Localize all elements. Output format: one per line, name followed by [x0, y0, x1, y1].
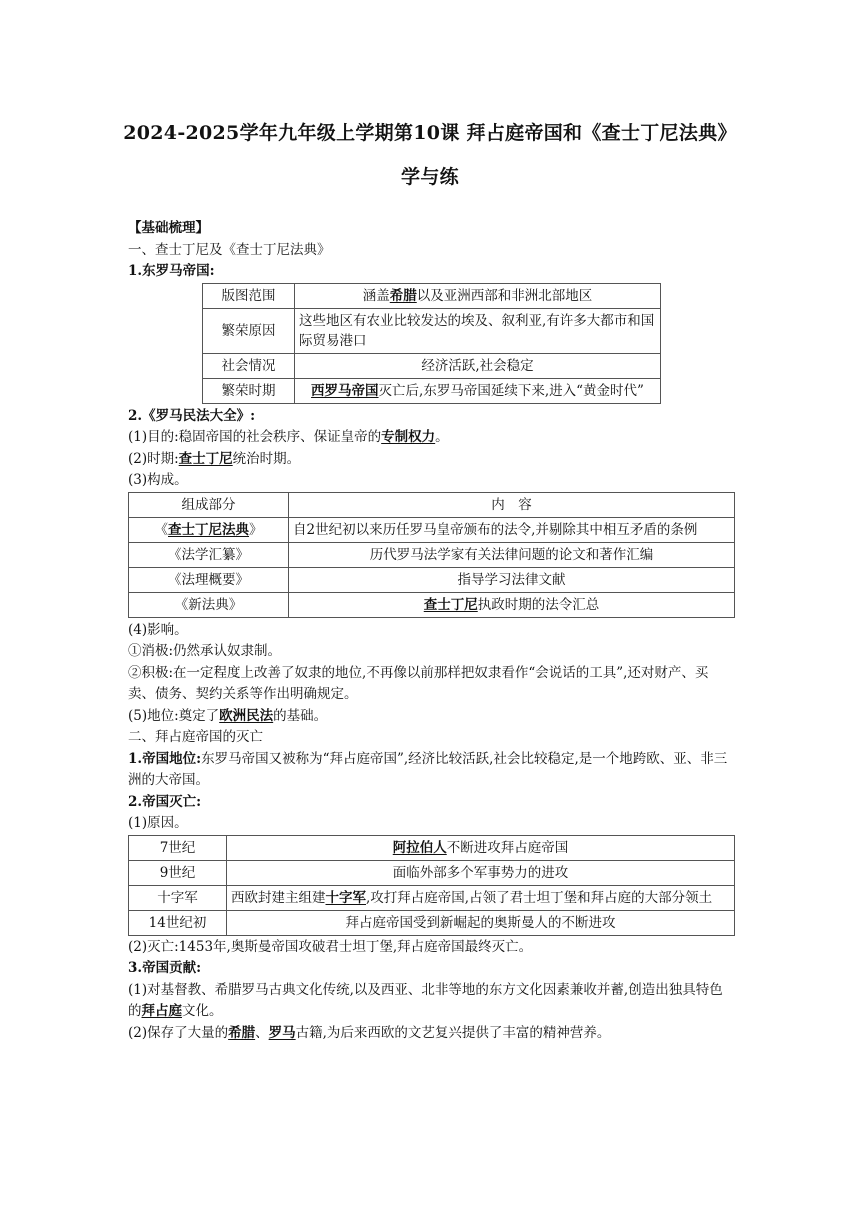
part1-heading: 一、查士丁尼及《查士丁尼法典》 — [128, 241, 331, 258]
table-row — [129, 835, 735, 860]
table-row — [129, 885, 735, 910]
row-content: 经济活跃,社会稳定 — [295, 353, 661, 378]
key-term: 查士丁尼法典 — [168, 521, 249, 538]
row-content: 历代罗马法学家有关法律问题的论文和著作汇编 — [289, 542, 735, 567]
empire-status-paragraph — [128, 749, 734, 792]
key-term: 希腊 — [389, 287, 417, 304]
part2-heading: 二、拜占庭帝国的灭亡 — [128, 729, 263, 745]
text: ,攻打拜占庭帝国,占领了君士坦丁堡和拜占庭的大部分领土 — [366, 889, 713, 906]
text: 》 — [249, 521, 263, 538]
text: 执政时期的法令汇总 — [477, 596, 600, 613]
document-title: 2024-2025学年九年级上学期第10课 拜占庭帝国和《查士丁尼法典》 — [123, 122, 737, 144]
negative-line: ①消极:仍然承认奴隶制。 — [128, 643, 282, 659]
status-line — [128, 706, 734, 728]
purpose-line — [128, 427, 734, 449]
table-row — [129, 542, 735, 567]
label: 1.帝国地位: — [128, 750, 202, 767]
row-content: 指导学习法律文献 — [289, 567, 735, 592]
text: 灭亡后,东罗马帝国延续下来,进入“黄金时代” — [378, 382, 644, 399]
text: 统治时期。 — [232, 450, 301, 467]
eastern-roman-empire-table — [202, 283, 661, 404]
row-time: 7世纪 — [129, 835, 227, 860]
table-row — [129, 517, 735, 542]
key-term: 查士丁尼 — [423, 596, 478, 613]
table-row — [203, 308, 661, 353]
header-content: 内 容 — [289, 492, 735, 517]
key-term: 欧洲民法 — [219, 707, 274, 724]
fall-line: (2)灭亡:1453年,奥斯曼帝国攻破君士坦丁堡,拜占庭帝国最终灭亡。 — [128, 938, 533, 955]
key-term: 专制权力 — [381, 429, 436, 445]
empire-fall-table — [128, 835, 735, 936]
key-term: 查士丁尼 — [178, 450, 233, 467]
roman-civil-law-heading: 2.《罗马民法大全》: — [128, 407, 256, 424]
row-time: 十字军 — [129, 885, 227, 910]
row-time: 9世纪 — [129, 860, 227, 885]
table-header-row — [129, 492, 735, 517]
empire-contribution-heading: 3.帝国贡献: — [128, 960, 202, 976]
text: 文化。 — [182, 1003, 223, 1019]
text: 以及亚洲西部和非洲北部地区 — [416, 287, 593, 304]
row-content — [227, 835, 735, 860]
row-content — [227, 885, 735, 910]
text: (1)对基督教、希腊罗马古典文化传统,以及西亚、北非等地的东方文化因素兼收并蓄,创造出独具特色的 — [128, 981, 723, 1019]
row-label: 社会情况 — [203, 353, 295, 378]
row-part: 《法学汇纂》 — [129, 542, 289, 567]
row-content — [295, 378, 661, 403]
table-row — [203, 353, 661, 378]
key-term: 罗马 — [268, 1024, 296, 1041]
key-term: 十字军 — [325, 889, 366, 906]
text: 涵盖 — [362, 287, 390, 304]
row-label: 版图范围 — [203, 283, 295, 308]
text: (2)保存了大量的 — [128, 1024, 229, 1041]
row-label: 繁荣原因 — [203, 308, 295, 353]
row-time: 14世纪初 — [129, 910, 227, 935]
row-content: 自2世纪初以来历任罗马皇帝颁布的法令,并剔除其中相互矛盾的条例 — [289, 517, 735, 542]
table-row — [129, 592, 735, 617]
row-content — [295, 283, 661, 308]
table-row — [203, 378, 661, 403]
row-content: 拜占庭帝国受到新崛起的奥斯曼人的不断进攻 — [227, 910, 735, 935]
cause-line: (1)原因。 — [128, 815, 188, 831]
row-part: 《法理概要》 — [129, 567, 289, 592]
text: (2)时期: — [128, 450, 179, 467]
text: 古籍,为后来西欧的文艺复兴提供了丰富的精神营养。 — [295, 1024, 611, 1041]
law-composition-table — [128, 492, 735, 618]
empire-fall-heading: 2.帝国灭亡: — [128, 793, 202, 810]
text: (5)地位:奠定了 — [128, 707, 220, 724]
row-content — [289, 592, 735, 617]
text: 的基础。 — [273, 707, 328, 724]
header-part: 组成部分 — [129, 492, 289, 517]
document-subtitle: 学与练 — [401, 166, 459, 188]
row-content: 这些地区有农业比较发达的埃及、叙利亚,有许多大都市和国际贸易港口 — [295, 308, 661, 353]
row-part: 《新法典》 — [129, 592, 289, 617]
text: 东罗马帝国又被称为“拜占庭帝国”,经济比较活跃,社会比较稳定,是一个地跨欧、亚、非三洲的大帝国。 — [128, 750, 728, 788]
text: (1)目的:稳固帝国的社会秩序、保证皇帝的 — [128, 429, 382, 445]
text: 、 — [255, 1024, 269, 1041]
period-line — [128, 449, 734, 471]
contribution-2 — [128, 1023, 734, 1045]
eastern-roman-heading: 1.东罗马帝国: — [128, 263, 215, 279]
key-term: 阿拉伯人 — [392, 839, 447, 856]
influence-line: (4)影响。 — [128, 621, 188, 638]
text: 不断进攻拜占庭帝国 — [446, 839, 569, 856]
row-label: 繁荣时期 — [203, 378, 295, 403]
contribution-1 — [128, 980, 734, 1023]
section-basic-heading: 【基础梳理】 — [128, 220, 209, 236]
row-content: 面临外部多个军事势力的进攻 — [227, 860, 735, 885]
table-row — [129, 860, 735, 885]
text: 。 — [435, 429, 449, 445]
positive-line: ②积极:在一定程度上改善了奴隶的地位,不再像以前那样把奴隶看作“会说话的工具”,还对财产、买卖、债务、契约关系等作出明确规定。 — [128, 664, 709, 702]
row-part — [129, 517, 289, 542]
key-term: 拜占庭 — [141, 1003, 182, 1019]
key-term: 西罗马帝国 — [311, 382, 379, 399]
table-row — [129, 910, 735, 935]
document-body — [128, 218, 734, 1044]
table-row — [129, 567, 735, 592]
text: 西欧封建主组建 — [231, 889, 326, 906]
key-term: 希腊 — [228, 1024, 256, 1041]
table-row — [203, 283, 661, 308]
text: 《 — [154, 521, 168, 538]
composition-line: (3)构成。 — [128, 472, 188, 488]
